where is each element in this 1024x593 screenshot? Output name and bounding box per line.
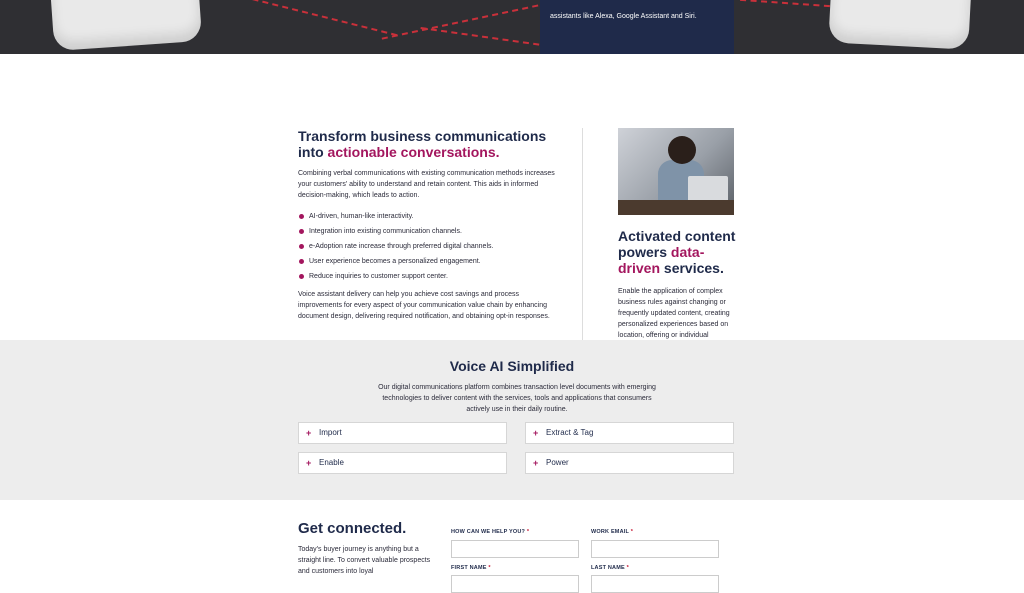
string-image: [420, 27, 549, 47]
accordion-label: Extract & Tag: [546, 428, 594, 437]
list-item: AI-driven, human-like interactivity.: [298, 209, 560, 224]
column-divider: [582, 128, 583, 354]
accordion-label: Enable: [319, 458, 344, 467]
contact-section: [0, 500, 1024, 581]
contact-intro: Today's buyer journey is anything but a straight line. To convert valuable prospects and customers into loyal: [298, 546, 431, 575]
last-name-field[interactable]: [591, 575, 719, 593]
list-item: User experience becomes a personalized engagement.: [298, 254, 560, 269]
string-image: [740, 0, 830, 7]
plus-icon: +: [533, 428, 539, 438]
voice-ai-heading: Voice AI Simplified: [449, 358, 575, 374]
activated-column: [618, 228, 736, 352]
accordion-label: Power: [546, 458, 569, 467]
paper-cup-image: [50, 0, 202, 51]
help-input[interactable]: [451, 540, 579, 558]
accordion-label: Import: [319, 428, 342, 437]
accordion-extract-tag[interactable]: [525, 422, 734, 444]
work-email-field[interactable]: [591, 540, 719, 558]
accordion-power[interactable]: [525, 452, 734, 474]
accordion-import[interactable]: [298, 422, 507, 444]
help-label: HOW CAN WE HELP YOU? *: [451, 529, 530, 535]
accordion-enable[interactable]: [298, 452, 507, 474]
transform-outro: Voice assistant delivery can help you achieve cost savings and process improvements for every aspect of your communication value chain by enhancing document design, delivering required notification, and obtaining opt-in responses.: [298, 291, 550, 320]
transform-column: [298, 128, 560, 322]
benefit-list: [298, 209, 560, 284]
hero-panel-text: assistants like Alexa, Google Assistant and Siri.: [550, 13, 697, 20]
list-item: Integration into existing communication channels.: [298, 224, 560, 239]
activated-heading: [618, 228, 736, 276]
list-item: e-Adoption rate increase through preferred digital channels.: [298, 239, 560, 254]
work-email-label: WORK EMAIL *: [591, 529, 634, 535]
transform-heading-accent: actionable conversations.: [327, 144, 500, 160]
contact-heading: Get connected.: [298, 520, 407, 537]
first-name-field[interactable]: [451, 575, 579, 593]
activated-heading-end: services.: [660, 260, 724, 276]
transform-heading-text: Transform business communications into: [298, 128, 547, 160]
hero-text-panel: [540, 0, 734, 54]
first-name-label: FIRST NAME *: [451, 565, 491, 571]
paper-cup-image: [828, 0, 971, 50]
hero-banner: [0, 0, 1024, 54]
transform-intro: Combining verbal communications with existing communication methods increases your customers' ability to understand and retain content. This aids in informed decision-making, which leads to action.: [298, 170, 555, 199]
voice-ai-section: [0, 340, 1024, 500]
woman-laptop-photo: [618, 128, 734, 215]
activated-heading-accent: data-driven: [618, 244, 705, 276]
last-name-label: LAST NAME *: [591, 565, 629, 571]
activated-heading-text: Activated content powers: [618, 228, 736, 260]
plus-icon: +: [306, 458, 312, 468]
transform-section: [0, 54, 1024, 340]
list-item: Reduce inquiries to customer support center.: [298, 269, 560, 284]
plus-icon: +: [306, 428, 312, 438]
voice-ai-body: Our digital communications platform combines transaction level documents with emerging technologies to deliver content with the services, tools and applications that consumers actively use in their daily routine.: [378, 384, 656, 413]
activated-body: Enable the application of complex business rules against changing or frequently updated content, creating personalized experiences based on location, offering or individual: [618, 288, 730, 339]
string-image: [203, 0, 398, 36]
plus-icon: +: [533, 458, 539, 468]
transform-heading: [298, 128, 560, 160]
